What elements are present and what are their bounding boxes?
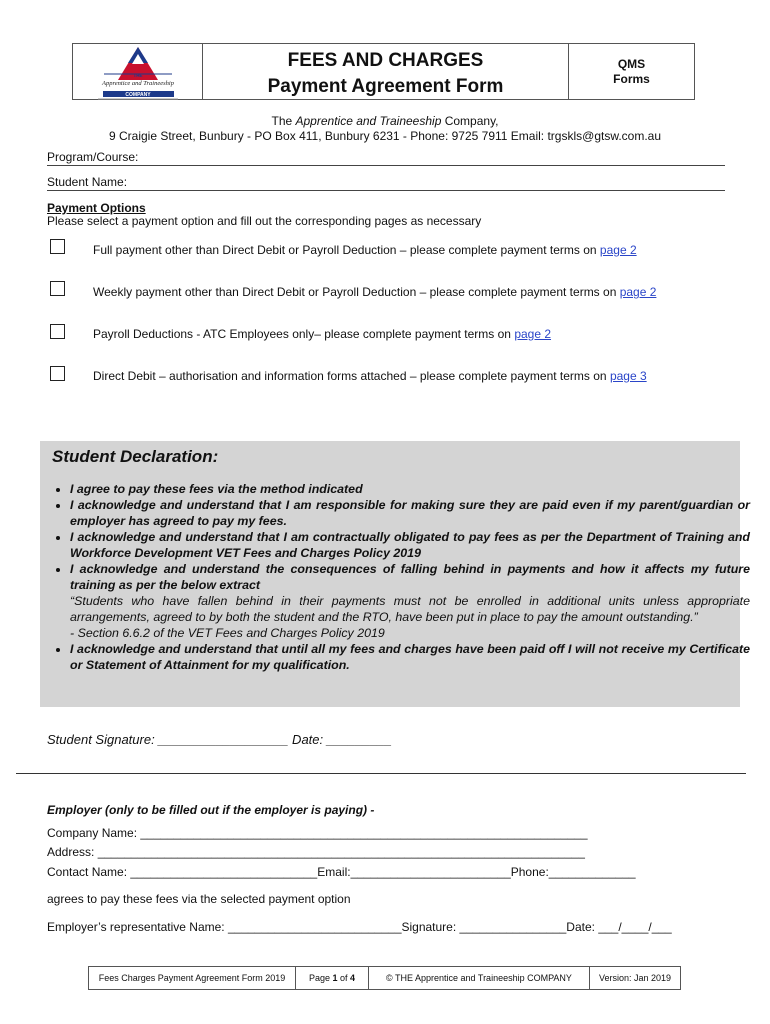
- company-name-field[interactable]: Company Name: ___________________________________________________________________: [47, 826, 588, 840]
- form-title: FEES AND CHARGES: [287, 50, 484, 71]
- option-full-payment-label: Full payment other than Direct Debit or Payroll Deduction – please complete payment terms on page 2: [93, 243, 637, 257]
- svg-text:Apprentice and Traineeship: Apprentice and Traineeship: [102, 80, 174, 87]
- declaration-item: • I agree to pay these fees via the method indicated: [70, 481, 750, 497]
- page-2-link[interactable]: page 2: [619, 285, 657, 299]
- option-weekly-payment-label: Weekly payment other than Direct Debit or Payroll Deduction – please complete payment terms on page 2: [93, 285, 657, 299]
- declaration-item: • I acknowledge and understand that until all my fees and charges have been paid off I will not receive my Certificate or Statement of Attainment for my qualification.: [70, 641, 750, 673]
- title-cell: [203, 44, 569, 99]
- option-direct-debit-label: Direct Debit – authorisation and information forms attached – please complete payment terms on page 3: [93, 369, 647, 383]
- option-direct-debit-checkbox[interactable]: [50, 366, 65, 381]
- student-declaration-box: [40, 441, 750, 707]
- company-address: 9 Craigie Street, Bunbury - PO Box 411, Bunbury 6231 - Phone: 9725 7911 Email: trgskls@gtsw.com.au: [108, 129, 662, 143]
- declaration-item: • I acknowledge and understand that I am responsible for making sure they are paid even if my parent/guardian or employer has agreed to pay my fees.: [70, 497, 750, 529]
- address-field[interactable]: Address: _________________________________________________________________________: [47, 845, 585, 859]
- svg-text:COMPANY: COMPANY: [125, 92, 151, 98]
- contact-field[interactable]: Contact Name: ____________________________Email:________________________Phone:_____________: [47, 865, 636, 879]
- declaration-heading: Student Declaration:: [52, 447, 219, 466]
- form-subtitle: Payment Agreement Form: [267, 76, 504, 97]
- page-2-link[interactable]: page 2: [514, 327, 552, 341]
- footer-version: Version: Jan 2019: [598, 973, 672, 983]
- qms-label: QMS: [617, 57, 646, 71]
- program-course-label: Program/Course:: [47, 150, 139, 164]
- footer-copyright: © THE Apprentice and Traineeship COMPANY: [369, 967, 590, 989]
- payment-options-instruction: Please select a payment option and fill out the corresponding pages as necessary: [47, 214, 482, 228]
- svg-text:THE: THE: [133, 73, 143, 78]
- employer-representative-field[interactable]: Employer’s representative Name: __________________________Signature: ________________Date: ___/____/___: [47, 920, 672, 934]
- qms-forms-label: Forms: [613, 72, 650, 86]
- student-name-field[interactable]: [47, 175, 725, 191]
- company-name-line: The Apprentice and Traineeship Company,: [271, 114, 499, 128]
- declaration-item: • I acknowledge and understand that I am contractually obligated to pay fees as per the Department of Training and Workforce Development VET Fees and Charges Policy 2019: [70, 529, 750, 561]
- policy-extract: “Students who have fallen behind in their payments must not be enrolled in additional units unless appropriate arrangements, agreed to by both the student and the RTO, have been put in place to pay the amount outstanding.”: [70, 594, 750, 624]
- option-full-payment-checkbox[interactable]: [50, 239, 65, 254]
- employer-agreement-text: agrees to pay these fees via the selected payment option: [47, 892, 351, 906]
- logo-cell: [73, 44, 203, 99]
- student-signature-line[interactable]: Student Signature: __________________ Date: _________: [47, 732, 392, 747]
- page-2-link[interactable]: page 2: [599, 243, 637, 257]
- company-logo: [74, 44, 202, 100]
- qms-cell: [569, 44, 694, 99]
- employer-heading: Employer (only to be filled out if the employer is paying) -: [47, 803, 375, 817]
- page-3-link[interactable]: page 3: [609, 369, 647, 383]
- policy-source: - Section 6.6.2 of the VET Fees and Charges Policy 2019: [70, 626, 385, 640]
- payment-options-heading: Payment Options: [47, 201, 146, 215]
- student-name-label: Student Name:: [47, 175, 128, 189]
- footer-document-name: Fees Charges Payment Agreement Form 2019: [89, 967, 296, 989]
- option-payroll-deduction-checkbox[interactable]: [50, 324, 65, 339]
- header-table: [72, 43, 695, 100]
- declaration-list: [52, 481, 750, 673]
- footer-page-number: Page 1 of 4: [296, 967, 369, 989]
- option-weekly-payment-checkbox[interactable]: [50, 281, 65, 296]
- section-divider: [16, 773, 746, 774]
- page-footer: [88, 966, 681, 990]
- option-payroll-deduction-label: Payroll Deductions - ATC Employees only– please complete payment terms on page 2: [93, 327, 552, 341]
- program-course-field[interactable]: [47, 150, 725, 166]
- declaration-item: • I acknowledge and understand the consequences of falling behind in payments and how it affects my future training as per the below extract “Students who have fallen behind in their payments must not be enrolled in additional units unless appropriate arrangements, agreed to by both the student and the RTO, have been put in place to pay the amount outstanding.” - Section 6.6.2 of the VET Fees and Charges Policy 2019: [70, 561, 750, 641]
